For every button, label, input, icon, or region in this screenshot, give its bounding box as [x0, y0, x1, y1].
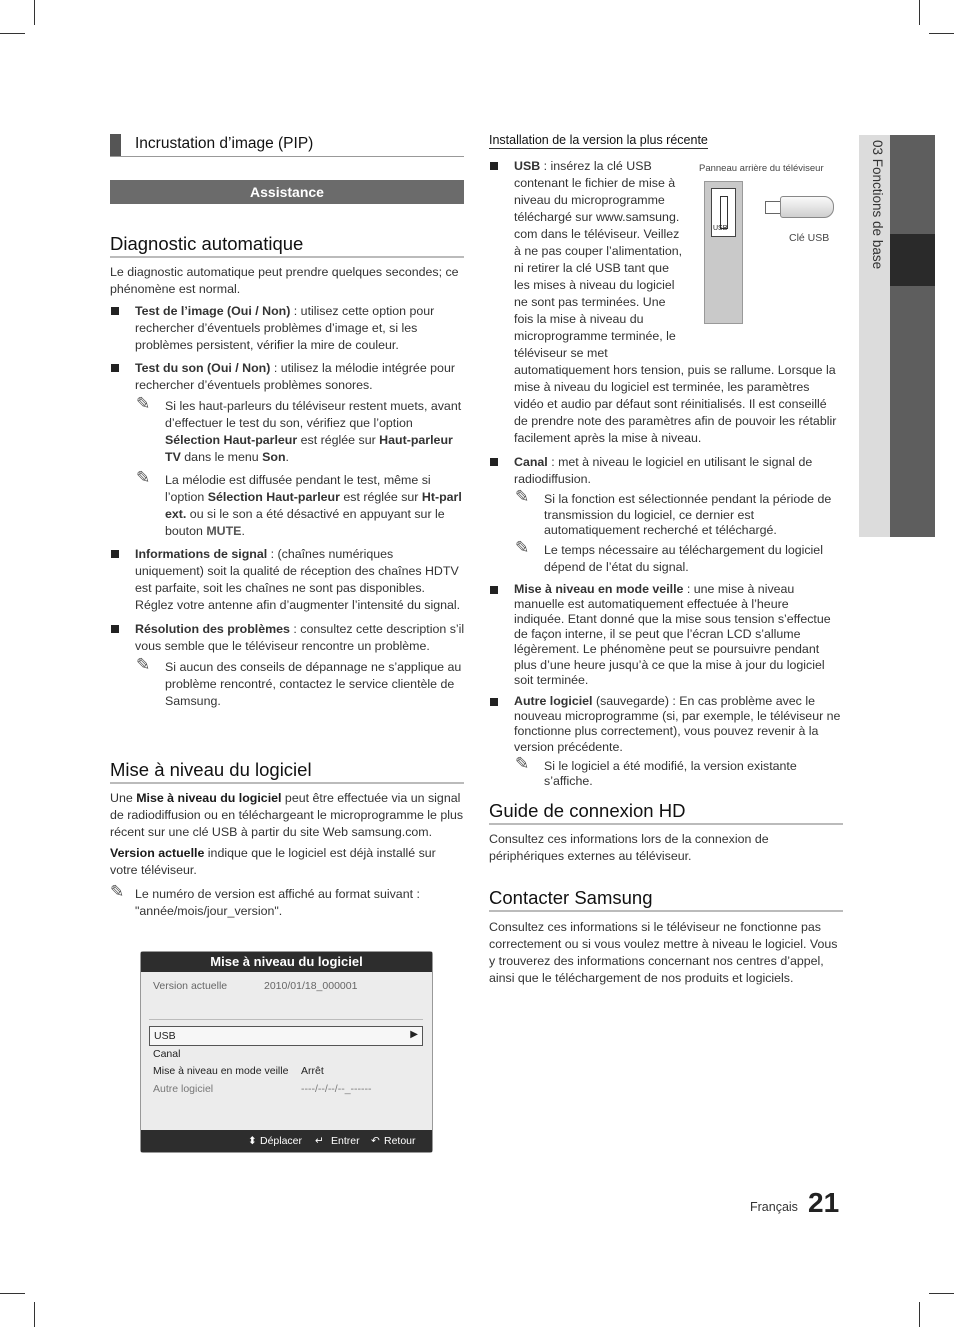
enter-icon: ↵: [315, 1135, 324, 1147]
diag-section: [110, 264, 465, 710]
bullet-icon: [111, 364, 119, 372]
crop-mark: [919, 0, 920, 25]
note: ✎ Si les haut-parleurs du téléviseur restent muets, avant d’effectuer le test du son, vérifiez que l’option Sélection Haut-parleur est réglée sur Haut-parleur TV dans le menu Son.: [136, 394, 462, 464]
diag-intro: Le diagnostic automatique peut prendre quelques secondes; ce phénomène est normal.: [110, 265, 459, 296]
list-item: Canal : met à niveau le logiciel en utilisant le signal de radiodiffusion.: [489, 454, 841, 488]
list-item: Résolution des problèmes : consultez cette description s’il vous semble que le téléviseur rencontre un problème.: [110, 621, 465, 655]
list-item: Autre logiciel (sauvegarde) : En cas problème avec le nouveau microprogramme (si, par exemple, le téléviseur ne fonctionne plus correctement), vous pouvez revenir à la version précédente.: [489, 694, 841, 755]
osd-other-value: ----/--/--/--_------: [301, 1083, 372, 1095]
osd-other-label: Autre logiciel: [153, 1083, 214, 1095]
list-item: Informations de signal : (chaînes numériques uniquement) soit la qualité de réception des chaînes HDTV est parfaite, soit les chaînes ne sont pas disponibles. Réglez votre antenne afin d’augmenter l’intensité du signal.: [110, 546, 465, 614]
osd-version-label: Version actuelle: [153, 980, 228, 992]
bullet-icon: [111, 625, 119, 633]
usb-port-label: USB: [713, 225, 728, 232]
list-item: USB : insérez la clé USB contenant le fichier de mise à niveau du microprogramme téléchargé sur www.samsung. com dans le téléviseur. Veillez à ne pas couper l’alimentation, ni retirer la clé USB tant que les mises à niveau du logiciel ne sont pas terminées. Une fois la mise à niveau du microprogramme terminée, le téléviseur se met: [489, 158, 684, 362]
upd-paragraph: Version actuelle indique que le logiciel est déjà installé sur votre téléviseur.: [110, 846, 436, 877]
footer-language: Français: [750, 1200, 798, 1214]
osd-foot-back: Retour: [384, 1135, 416, 1147]
crop-mark: [0, 1293, 25, 1294]
note-pencil-icon: ✎: [136, 394, 151, 413]
osd-footer: [141, 1130, 432, 1152]
crop-mark: [929, 1293, 954, 1294]
osd-menu: [140, 951, 433, 1153]
note: ✎ Le numéro de version est affiché au format suivant : "année/mois/jour_version".: [110, 882, 420, 918]
upd-paragraph: Une Mise à niveau du logiciel peut être effectuée via un signal de radiodiffusion ou en téléchargeant le microprogramme le plus récent sur une clé USB à partir du site Web samsung.com.: [110, 791, 464, 839]
upd-section: [110, 790, 465, 920]
note: ✎ Si aucun des conseils de dépannage ne s’applique au problème rencontré, contactez le service clientèle de Samsung.: [136, 655, 462, 708]
bullet-icon: [490, 162, 498, 170]
side-tab-label: 03 Fonctions de base: [870, 140, 885, 270]
heading-marker: [110, 134, 121, 156]
contact-title: Contacter Samsung: [489, 887, 843, 912]
note-pencil-icon: ✎: [515, 537, 530, 557]
side-tab-marker: [890, 234, 935, 286]
panel-label: Panneau arrière du téléviseur: [699, 163, 824, 174]
install-section: [489, 158, 841, 790]
osd-version-value: 2010/01/18_000001: [264, 980, 358, 992]
bullet-icon: [111, 550, 119, 558]
arrow-right-icon: ▶: [410, 1029, 418, 1040]
osd-divider: [149, 1019, 423, 1020]
return-icon: ↶: [371, 1135, 380, 1147]
list-item-continuation: automatiquement hors tension, puis se rallume. Lorsque la mise à niveau du logiciel est terminée, les paramètres vidéo et audio par défaut sont réinitialisés. Il est conseillé de prendre note des paramètres afin de pouvoir les rétablir facilement après la mise à niveau.: [514, 363, 837, 445]
upd-title: Mise à niveau du logiciel: [110, 759, 464, 784]
note-pencil-icon: ✎: [110, 882, 125, 901]
list-item: Test de l’image (Oui / Non) : utilisez cette option pour rechercher d’éventuels problèmes d’image et, si les problèmes persistent, vérifier la mire de couleur.: [110, 303, 465, 354]
bullet-icon: [490, 586, 498, 594]
hd-text: Consultez ces informations lors de la connexion de périphériques externes au téléviseur.: [489, 832, 769, 863]
note-pencil-icon: ✎: [515, 487, 530, 506]
contact-text: Consultez ces informations si le téléviseur ne fonctionne pas correctement ou si vous voulez mettre à niveau le logiciel. Vous y trouverez des informations concernant nos centres d’appel, ainsi que le téléchargement de nos produits et logiciels.: [489, 920, 838, 985]
osd-standby-value: Arrêt: [301, 1065, 324, 1077]
note-pencil-icon: ✎: [136, 468, 151, 487]
osd-usb-row[interactable]: [149, 1026, 423, 1046]
crop-mark: [919, 1302, 920, 1327]
note: ✎ Si le logiciel a été modifié, la version existante s’affiche.: [515, 753, 797, 789]
note-pencil-icon: ✎: [515, 753, 530, 773]
note: ✎ Le temps nécessaire au téléchargement du logiciel dépend de l’état du signal.: [515, 537, 823, 574]
crop-mark: [34, 1302, 35, 1327]
pip-heading: Incrustation d’image (PIP): [135, 135, 314, 152]
note-pencil-icon: ✎: [136, 655, 151, 674]
page-number: 21: [808, 1187, 840, 1218]
hd-title: Guide de connexion HD: [489, 800, 843, 825]
crop-mark: [929, 33, 954, 34]
osd-foot-move: Déplacer: [260, 1135, 303, 1147]
list-item: Mise à niveau en mode veille : une mise à niveau manuelle est automatiquement effectuée à l’heure indiquée. Etant donné que la mise sous tension s’effectue de façon interne, il se peut que l’écran LCD s’allume légèrement. Le phénomène peut se poursuivre pendant plus d’une heure jusqu’à ce que la mise à jour du logiciel soit terminée.: [489, 582, 841, 688]
list-item: Test du son (Oui / Non) : utilisez la mélodie intégrée pour rechercher d’éventuels problèmes sonores.: [110, 360, 465, 394]
osd-foot-enter: Entrer: [331, 1135, 360, 1147]
osd-standby-label[interactable]: Mise à niveau en mode veille: [153, 1065, 289, 1077]
side-tab-dark: [890, 135, 935, 537]
osd-canal[interactable]: Canal: [153, 1048, 181, 1060]
crop-mark: [0, 33, 25, 34]
pip-heading-box: [110, 134, 464, 157]
key-label: Clé USB: [789, 232, 830, 244]
note: ✎ La mélodie est diffusée pendant le test, même si l’option Sélection Haut-parleur est réglée sur Ht-parl ext. ou si le son a été désactivé en appuyant sur le bouton MUTE.: [136, 468, 462, 538]
bullet-icon: [490, 698, 498, 706]
install-heading: Installation de la version la plus récente: [489, 133, 708, 147]
crop-mark: [34, 0, 35, 25]
updown-arrow-icon: ⬍: [248, 1135, 257, 1147]
osd-usb-label: USB: [154, 1030, 176, 1042]
assistance-bar: Assistance: [110, 180, 464, 204]
diag-title: Diagnostic automatique: [110, 233, 464, 258]
osd-title: Mise à niveau du logiciel: [141, 952, 432, 972]
note: ✎ Si la fonction est sélectionnée pendant la période de transmission du logiciel, ce dernier est automatiquement recherché et téléchargé.: [515, 487, 832, 537]
bullet-icon: [111, 307, 119, 315]
bullet-icon: [490, 458, 498, 466]
